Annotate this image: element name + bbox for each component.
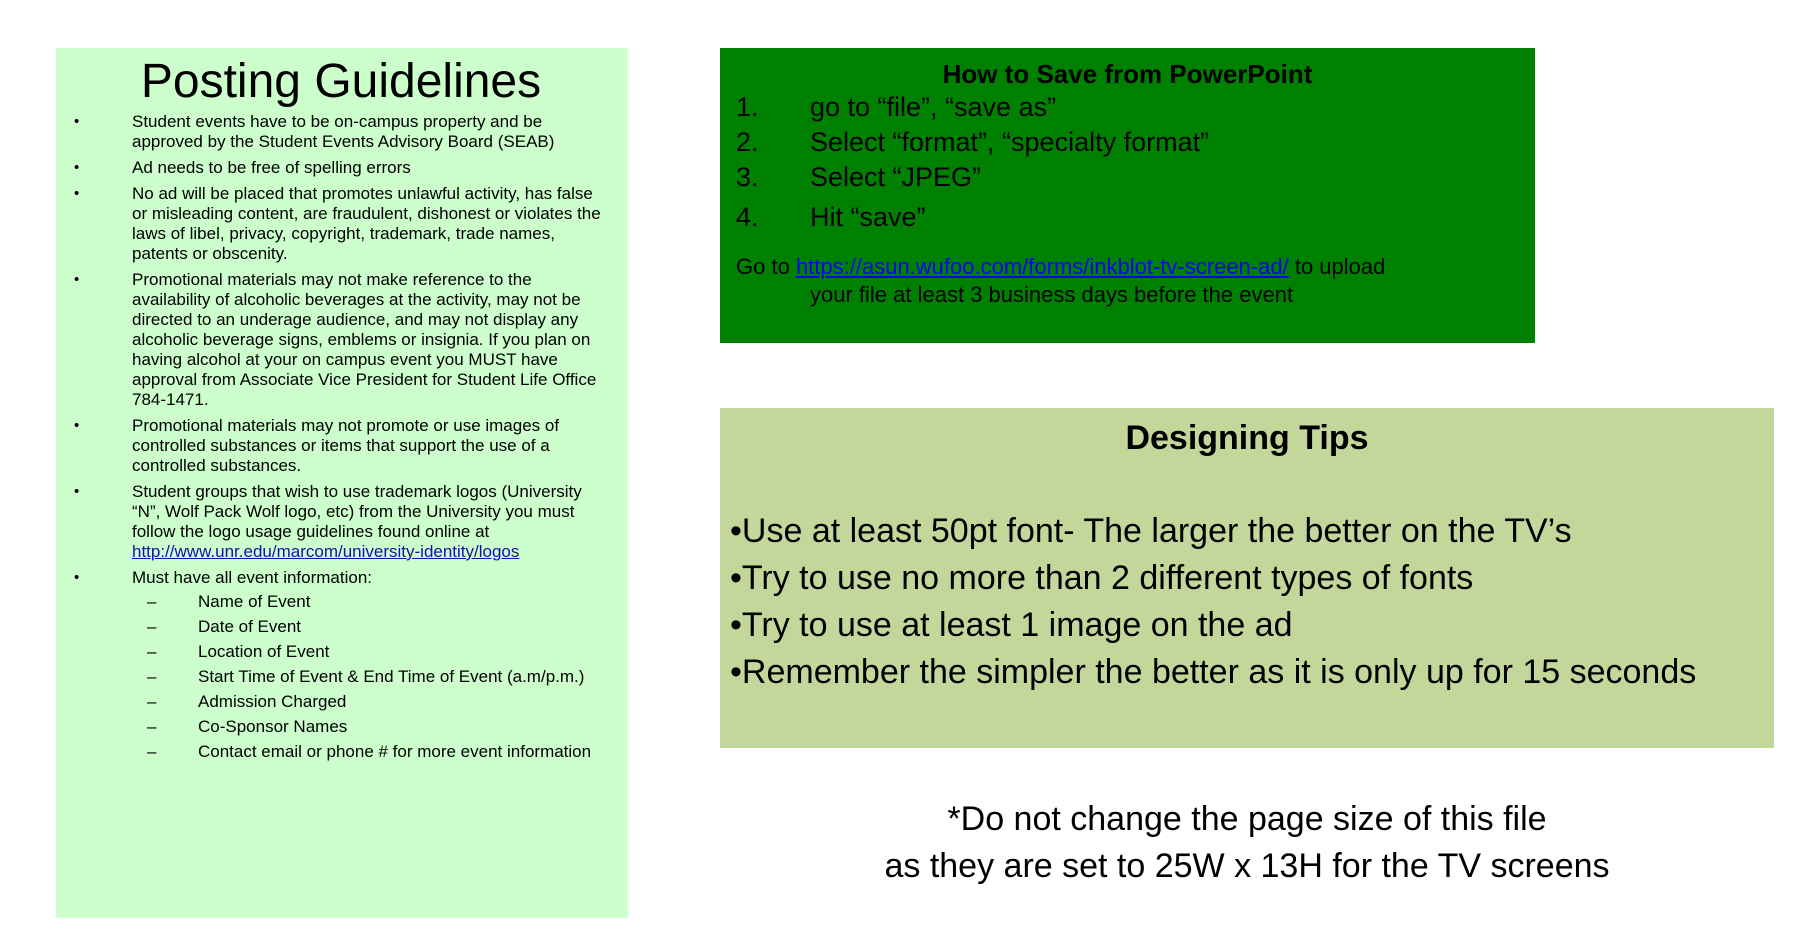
event-info-text: Start Time of Event & End Time of Event (a.m/p.m.) — [198, 667, 585, 686]
bullet-icon: • — [74, 185, 80, 202]
page-size-note — [720, 796, 1774, 896]
step-text: Select “JPEG” — [810, 162, 982, 192]
guideline-text: No ad will be placed that promotes unlawful activity, has false or misleading content, are fraudulent, dishonest or violates the laws of libel, privacy, copyright, trademark, trade names, patents or obscenity. — [132, 184, 601, 263]
dash-icon: – — [147, 692, 157, 711]
guideline-item — [66, 112, 606, 152]
note-line-2: as they are set to 25W x 13H for the TV screens — [884, 847, 1610, 885]
upload-prefix: Go to — [736, 254, 790, 279]
bullet-icon: • — [74, 113, 80, 130]
step-number: 2. — [736, 127, 759, 157]
step-text: Select “format”, “specialty format” — [810, 127, 1210, 157]
upload-form-link[interactable]: https://asun.wufoo.com/forms/inkblot-tv-screen-ad/ — [795, 254, 1289, 279]
event-info-item — [129, 742, 606, 762]
guidelines-list — [66, 112, 606, 762]
event-info-text: Admission Charged — [198, 692, 347, 711]
step-text: go to “file”, “save as” — [810, 92, 1057, 122]
posting-guidelines-panel — [56, 48, 628, 918]
logo-guidelines-link[interactable]: http://www.unr.edu/marcom/university-identity/logos — [132, 542, 520, 561]
event-info-item — [129, 692, 606, 712]
event-info-text: Location of Event — [198, 642, 330, 661]
guideline-text: Student events have to be on-campus property and be approved by the Student Events Advisory Board (SEAB) — [132, 112, 555, 151]
dash-icon: – — [147, 667, 157, 686]
guideline-item — [66, 270, 606, 410]
save-step — [736, 125, 1519, 160]
event-info-item — [129, 642, 606, 662]
guideline-item — [66, 416, 606, 476]
event-info-text: Date of Event — [198, 617, 302, 636]
dash-icon: – — [147, 592, 157, 611]
guideline-text: Student groups that wish to use trademark logos (University “N”, Wolf Pack Wolf logo, etc) from the University you must follow the logo usage guidelines found online at — [132, 482, 582, 541]
upload-suffix: to upload — [1294, 254, 1386, 279]
bullet-icon: • — [74, 417, 80, 434]
tip-item: •Try to use no more than 2 different types of fonts — [730, 559, 1474, 597]
save-step — [736, 160, 1519, 195]
event-info-text: Co-Sponsor Names — [198, 717, 348, 736]
event-info-item — [129, 592, 606, 612]
designing-tips-panel — [720, 408, 1774, 748]
upload-continuation: your file at least 3 business days before the event — [810, 282, 1294, 307]
powerpoint-save-panel — [720, 48, 1535, 343]
dash-icon: – — [147, 742, 157, 761]
guideline-text: Promotional materials may not make reference to the availability of alcoholic beverages at the activity, may not be directed to an underage audience, and may not display any alcoholic beverage signs, emblems or insignia. If you plan on having alcohol at your on campus event you MUST have approval from Associate Vice President for Student Life Office 784-1471. — [132, 270, 597, 409]
dash-icon: – — [147, 617, 157, 636]
step-number: 1. — [736, 92, 759, 122]
save-step — [736, 90, 1519, 125]
tip-item: •Try to use at least 1 image on the ad — [730, 606, 1293, 644]
guideline-text: Must have all event information: — [132, 568, 373, 587]
event-info-item — [129, 617, 606, 637]
guideline-text: Promotional materials may not promote or use images of controlled substances or items that support the use of a controlled substances. — [132, 416, 560, 475]
note-line-1: *Do not change the page size of this file — [947, 800, 1547, 838]
tip-item: •Use at least 50pt font- The larger the better on the TV’s — [730, 512, 1572, 550]
save-step — [736, 195, 1519, 239]
event-info-text: Name of Event — [198, 592, 311, 611]
bullet-icon: • — [74, 483, 80, 500]
event-info-item — [129, 667, 606, 687]
step-number: 4. — [736, 202, 759, 232]
guideline-item — [66, 184, 606, 264]
upload-instructions — [736, 253, 1519, 309]
step-number: 3. — [736, 162, 759, 192]
bullet-icon: • — [74, 569, 80, 586]
tip-item: •Remember the simpler the better as it is only up for 15 seconds — [730, 653, 1697, 691]
designing-tips-title: Designing Tips — [1125, 419, 1369, 457]
guideline-item — [66, 568, 606, 762]
event-info-item — [129, 717, 606, 737]
bullet-icon: • — [74, 159, 80, 176]
event-info-list — [132, 592, 606, 762]
posting-guidelines-title: Posting Guidelines — [140, 55, 542, 108]
dash-icon: – — [147, 717, 157, 736]
powerpoint-save-title: How to Save from PowerPoint — [942, 59, 1313, 89]
bullet-icon: • — [74, 271, 80, 288]
dash-icon: – — [147, 642, 157, 661]
step-text: Hit “save” — [810, 202, 926, 232]
save-steps-list — [736, 90, 1519, 239]
tips-list — [730, 508, 1764, 696]
guideline-item — [66, 482, 606, 562]
guideline-text: Ad needs to be free of spelling errors — [132, 158, 411, 177]
event-info-text: Contact email or phone # for more event information — [198, 742, 592, 761]
guideline-item — [66, 158, 606, 178]
